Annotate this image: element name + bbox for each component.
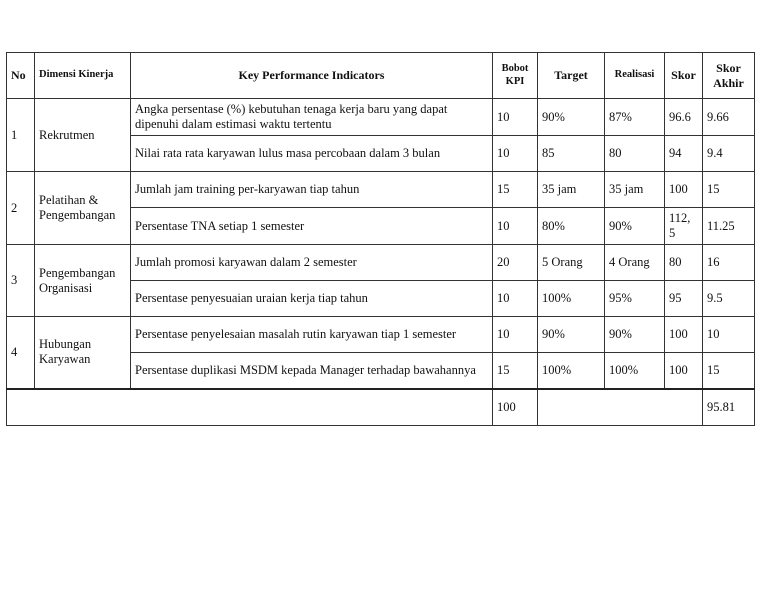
skor-cell: 112, 5 [665, 208, 703, 245]
bobot-cell: 10 [493, 136, 538, 172]
bobot-cell: 10 [493, 281, 538, 317]
kpi-cell: Persentase duplikasi MSDM kepada Manager terhadap bawahannya [131, 353, 493, 389]
target-cell: 100% [538, 353, 605, 389]
kpi-cell: Jumlah promosi karyawan dalam 2 semester [131, 245, 493, 281]
skor-akhir-cell: 9.5 [703, 281, 755, 317]
skor-cell: 96.6 [665, 99, 703, 136]
bobot-cell: 10 [493, 208, 538, 245]
header-target: Target [538, 53, 605, 99]
group-no-cell: 4 [7, 317, 35, 389]
realisasi-cell: 95% [605, 281, 665, 317]
skor-cell: 100 [665, 172, 703, 208]
skor-akhir-cell: 9.4 [703, 136, 755, 172]
target-cell: 80% [538, 208, 605, 245]
table-row [7, 317, 755, 353]
skor-cell: 100 [665, 353, 703, 389]
header-skor-akhir: Skor Akhir [703, 53, 755, 99]
skor-akhir-cell: 10 [703, 317, 755, 353]
bobot-cell: 10 [493, 99, 538, 136]
realisasi-cell: 100% [605, 353, 665, 389]
skor-cell: 95 [665, 281, 703, 317]
table-row [7, 172, 755, 208]
skor-cell: 100 [665, 317, 703, 353]
header-skor: Skor [665, 53, 703, 99]
skor-akhir-cell: 9.66 [703, 99, 755, 136]
bobot-cell: 10 [493, 317, 538, 353]
kpi-cell: Nilai rata rata karyawan lulus masa percobaan dalam 3 bulan [131, 136, 493, 172]
kpi-cell: Persentase penyesuaian uraian kerja tiap tahun [131, 281, 493, 317]
skor-akhir-cell: 11.25 [703, 208, 755, 245]
header-dimensi: Dimensi Kinerja [35, 53, 131, 99]
dimensi-cell: Hubungan Karyawan [35, 317, 131, 389]
realisasi-cell: 87% [605, 99, 665, 136]
target-cell: 35 jam [538, 172, 605, 208]
skor-akhir-cell: 15 [703, 172, 755, 208]
realisasi-cell: 90% [605, 208, 665, 245]
kpi-cell: Persentase TNA setiap 1 semester [131, 208, 493, 245]
realisasi-cell: 4 Orang [605, 245, 665, 281]
kpi-cell: Persentase penyelesaian masalah rutin karyawan tiap 1 semester [131, 317, 493, 353]
dimensi-cell: Pengembangan Organisasi [35, 245, 131, 317]
dimensi-cell: Pelatihan & Pengembangan [35, 172, 131, 245]
target-cell: 90% [538, 317, 605, 353]
table-row [7, 99, 755, 136]
table-row [7, 245, 755, 281]
header-bobot: Bobot KPI [493, 53, 538, 99]
skor-cell: 94 [665, 136, 703, 172]
kpi-cell: Jumlah jam training per-karyawan tiap tahun [131, 172, 493, 208]
kpi-table [6, 52, 755, 426]
total-bobot-cell: 100 [493, 389, 538, 426]
skor-akhir-cell: 16 [703, 245, 755, 281]
header-kpi: Key Performance Indicators [131, 53, 493, 99]
skor-akhir-cell: 15 [703, 353, 755, 389]
group-no-cell: 2 [7, 172, 35, 245]
total-label-cell [7, 389, 493, 426]
realisasi-cell: 80 [605, 136, 665, 172]
target-cell: 90% [538, 99, 605, 136]
total-row [7, 389, 755, 426]
target-cell: 85 [538, 136, 605, 172]
bobot-cell: 20 [493, 245, 538, 281]
target-cell: 5 Orang [538, 245, 605, 281]
skor-cell: 80 [665, 245, 703, 281]
target-cell: 100% [538, 281, 605, 317]
group-no-cell: 1 [7, 99, 35, 172]
kpi-cell: Angka persentase (%) kebutuhan tenaga kerja baru yang dapat dipenuhi dalam estimasi waktu tertentu [131, 99, 493, 136]
header-no: No [7, 53, 35, 99]
bobot-cell: 15 [493, 353, 538, 389]
group-no-cell: 3 [7, 245, 35, 317]
table-header-row [7, 53, 755, 99]
header-realisasi: Realisasi [605, 53, 665, 99]
realisasi-cell: 35 jam [605, 172, 665, 208]
total-empty-cell [538, 389, 703, 426]
dimensi-cell: Rekrutmen [35, 99, 131, 172]
total-skor-akhir-cell: 95.81 [703, 389, 755, 426]
realisasi-cell: 90% [605, 317, 665, 353]
bobot-cell: 15 [493, 172, 538, 208]
